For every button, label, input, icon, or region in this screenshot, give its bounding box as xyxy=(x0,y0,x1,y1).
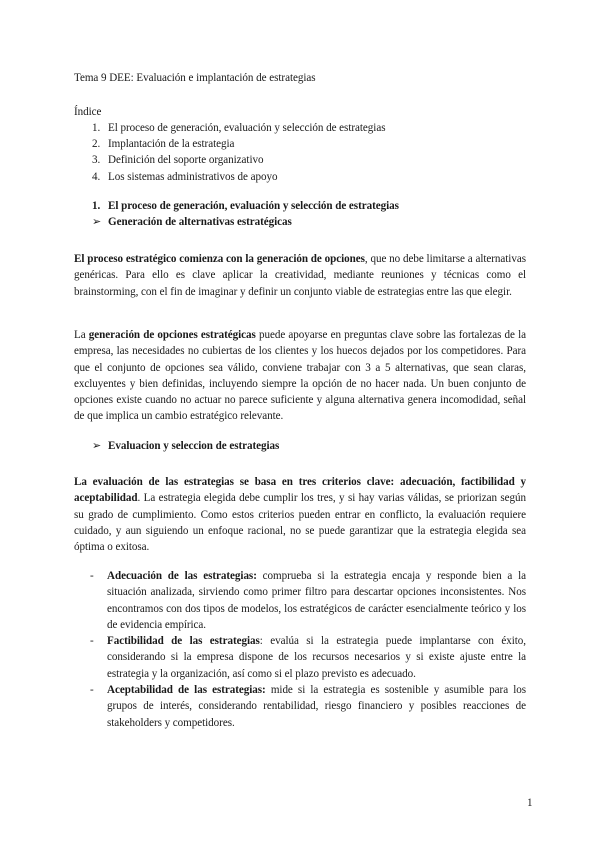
bold-phrase: La evaluación de las estrategias se basa en tres criterios clave: adecuación, factibilidad y aceptabilidad xyxy=(74,476,526,505)
arrow-bullet-icon: ➢ xyxy=(92,440,102,452)
document-title: Tema 9 DEE: Evaluación e implantación de estrategias xyxy=(74,72,316,84)
list-item-text: : evalúa si la estrategia puede implantarse con éxito, considerando si la empresa dispone de los recursos necesarios y si existe ajuste entre la estrategia y la organización, así como si el plazo previsto es adecuado. xyxy=(107,635,527,680)
toc-item-number: 1. xyxy=(92,122,101,134)
paragraph-generation-options xyxy=(74,251,526,300)
criteria-list xyxy=(90,568,526,731)
paragraph-evaluation-criteria xyxy=(74,474,526,555)
toc-item-label: Definición del soporte organizativo xyxy=(108,154,264,167)
subsection-heading-generation xyxy=(92,215,292,230)
section-heading xyxy=(92,199,399,214)
bold-phrase: Adecuación de las estrategias: xyxy=(107,570,257,582)
subsection-title: Generación de alternativas estratégicas xyxy=(108,216,292,228)
toc-item-number: 3. xyxy=(92,154,101,167)
list-item-text: mide si la estrategia es sostenible y asumible para los grupos de interés, considerando rentabilidad, riesgo financiero y posibles reacciones de stakeholders y competidores. xyxy=(107,684,526,729)
list-item xyxy=(90,633,526,682)
subsection-title: Evaluacion y seleccion de estrategias xyxy=(108,440,280,452)
dash-bullet: - xyxy=(90,635,94,648)
list-item xyxy=(90,682,526,731)
toc-item xyxy=(92,136,385,152)
toc-item-label: Los sistemas administrativos de apoyo xyxy=(108,170,278,183)
toc-item-label: El proceso de generación, evaluación y selección de estrategias xyxy=(108,122,386,134)
toc-item-label: Implantación de la estrategia xyxy=(108,138,235,151)
paragraph-text-pre: La xyxy=(74,329,89,341)
list-item xyxy=(90,568,526,633)
bold-phrase: Aceptabilidad de las estrategias: xyxy=(107,684,266,697)
paragraph-text: . La estrategia elegida debe cumplir los tres, y si hay varias válidas, se priorizan según su grado de cumplimiento. Como estos criterios pueden entrar en conflicto, la evaluación requiere cuidado, y aun siguiendo un enfoque racional, no se puede garantizar que la estrategia elegida sea óptima o exitosa. xyxy=(74,492,526,554)
page-number: 1 xyxy=(527,797,533,809)
bold-phrase: Factibilidad de las estrategias xyxy=(107,635,260,648)
bold-phrase: generación de opciones estratégicas xyxy=(88,329,256,341)
bold-phrase: El proceso estratégico comienza con la generación de opciones xyxy=(74,253,365,265)
paragraph-text: , que no debe limitarse a alternativas genéricas. Para ello es clave aplicar la creatividad, mediante reuniones y técnicas como el brainstorming, con el fin de imaginar y definir un conjunto viable de estrategias entre las que elegir. xyxy=(74,253,526,298)
index-heading: Índice xyxy=(74,106,102,118)
arrow-bullet-icon: ➢ xyxy=(92,216,102,228)
dash-bullet: - xyxy=(90,570,94,582)
toc-item-number: 4. xyxy=(92,170,101,183)
section-number: 1. xyxy=(92,200,101,212)
subsection-heading-evaluation xyxy=(92,439,279,454)
dash-bullet: - xyxy=(90,684,94,697)
toc-item-number: 2. xyxy=(92,138,101,151)
paragraph-strategic-options xyxy=(74,327,526,425)
paragraph-text: puede apoyarse en preguntas clave sobre las fortalezas de la empresa, las necesidades no cubiertas de los clientes y los huecos dejados por los competidores. Para que el conjunto de opciones sea válido, conviene trabajar con 3 a 5 alternativas, que sean claras, excluyentes y bien definidas, incluyendo siempre la opción de no hacer nada. Un buen conjunto de opciones existe cuando no actuar no parece suficiente y alguna alternativa genera incomodidad, señal de que implica un cambio estratégico relevante. xyxy=(74,329,527,423)
toc-item xyxy=(92,120,385,136)
table-of-contents xyxy=(92,120,385,185)
list-item-text: comprueba si la estrategia encaja y responde bien a la situación analizada, sirviendo como primer filtro para descartar opciones inconsistentes. Nos encontramos con dos tipos de modelos, los estratégicos de carácter esencialmente teórico y los de evidencia empírica. xyxy=(107,570,527,631)
toc-item xyxy=(92,169,385,185)
section-title: El proceso de generación, evaluación y selección de estrategias xyxy=(108,200,399,212)
toc-item xyxy=(92,152,385,168)
